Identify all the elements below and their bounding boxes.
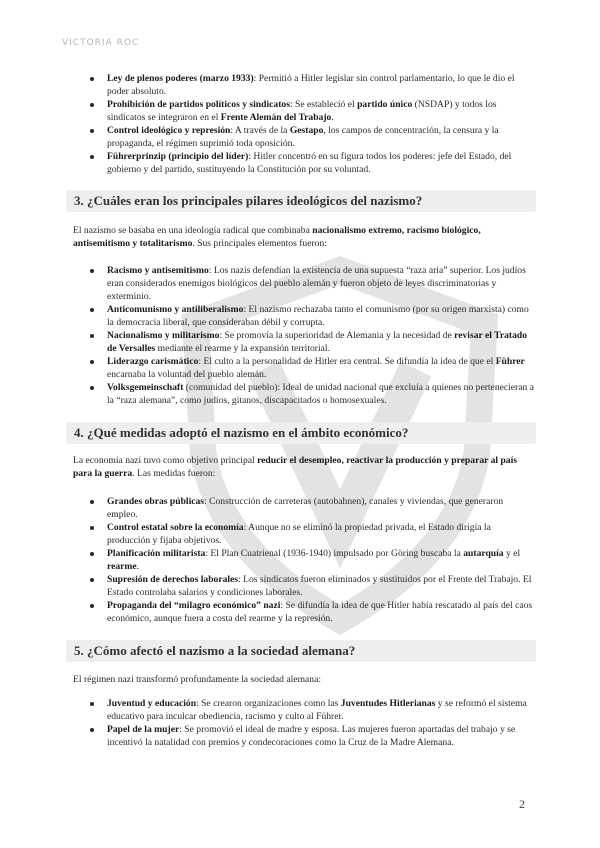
section-5-list (73, 697, 535, 749)
list-item: Prohibición de partidos políticos y sindicatos: Se estableció el partido único (NSDAP) y todos los sindicatos se integraron en el Frente Alemán del Trabajo. (73, 98, 535, 124)
list-item: Papel de la mujer: Se promovió el ideal de madre y esposa. Las mujeres fueron apartadas del trabajo y se incentivó la natalidad con premios y condecoraciones como la Cruz de la Madre Alemana. (73, 723, 535, 749)
section-5-heading: 5. ¿Cómo afectó el nazismo a la sociedad alemana? (66, 640, 536, 662)
section-5-intro: El régimen nazi transformó profundamente la sociedad alemana: (73, 674, 322, 685)
list-item: Racismo y antisemitismo: Los nazis defendían la existencia de una supuesta “raza aria” superior. Los judíos eran considerados enemigos biológicos del pueblo alemán y fueron objeto de leyes discriminatorias y exterminio. (73, 264, 535, 303)
section-4-intro: La economía nazi tuvo como objetivo principal reducir el desempleo, reactivar la producción y preparar al país para la guerra. Las medidas fueron: (73, 455, 518, 479)
list-item: Propaganda del “milagro económico” nazi: Se difundía la idea de que Hitler había rescatado al país del caos económico, aunque fuera a costa del rearme y la represión. (73, 599, 535, 625)
section-3-intro: El nazismo se basaba en una ideología radical que combinaba nacionalismo extremo, racismo biológico, antisemitismo y totalitarismo. Sus principales elementos fueron: (73, 225, 481, 249)
list-item: Liderazgo carismático: El culto a la personalidad de Hitler era central. Se difundía la idea de que el Führer encarnaba la voluntad del pueblo alemán. (73, 355, 535, 381)
list-item: Führerprinzip (principio del líder): Hitler concentró en su figura todos los poderes: jefe del Estado, del gobierno y del partido, sustituyendo la Constitución por su voluntad. (73, 150, 535, 176)
section-3-list (73, 264, 535, 407)
list-item: Grandes obras públicas: Construcción de carreteras (autobahnen), canales y viviendas, que generaron empleo. (73, 495, 535, 521)
page-number: 2 (519, 797, 525, 811)
list-item: Nacionalismo y militarismo: Se promovía la superioridad de Alemania y la necesidad de revisar el Tratado de Versalles mediante el rearme y la expansión territorial. (73, 329, 535, 355)
author-name: VICTORIA ROC (62, 38, 140, 48)
list-item: Anticomunismo y antiliberalismo: El nazismo rechazaba tanto el comunismo (por su origen marxista) como la democracia liberal, que consideraban débil y corrupta. (73, 303, 535, 329)
list-item: Supresión de derechos laborales: Los sindicatos fueron eliminados y sustituidos por el Frente del Trabajo. El Estado controlaba salarios y condiciones laborales. (73, 573, 535, 599)
list-item: Volksgemeinschaft (comunidad del pueblo): Ideal de unidad nacional que excluía a quienes no pertenecieran a la “raza alemana”, como judíos, gitanos, discapacitados o homosexuales. (73, 381, 535, 407)
top-list-block (73, 72, 535, 176)
section-4-list (73, 495, 535, 625)
list-item: Ley de plenos poderes (marzo 1933): Permitió a Hitler legislar sin control parlamentario, lo que le dio el poder absoluto. (73, 72, 535, 98)
list-item: Control ideológico y represión: A través de la Gestapo, los campos de concentración, la censura y la propaganda, el régimen suprimió toda oposición. (73, 124, 535, 150)
list-item: Juventud y educación: Se crearon organizaciones como las Juventudes Hitlerianas y se reformó el sistema educativo para inculcar obediencia, racismo y culto al Führer. (73, 697, 535, 723)
list-item: Planificación militarista: El Plan Cuatrienal (1936-1940) impulsado por Göring buscaba la autarquía y el rearme. (73, 547, 535, 573)
list-item: Control estatal sobre la economía: Aunque no se eliminó la propiedad privada, el Estado dirigía la producción y fijaba objetivos. (73, 521, 535, 547)
section-4-heading: 4. ¿Qué medidas adoptó el nazismo en el ámbito económico? (66, 422, 536, 444)
section-3-heading: 3. ¿Cuáles eran los principales pilares ideológicos del nazismo? (66, 190, 536, 212)
